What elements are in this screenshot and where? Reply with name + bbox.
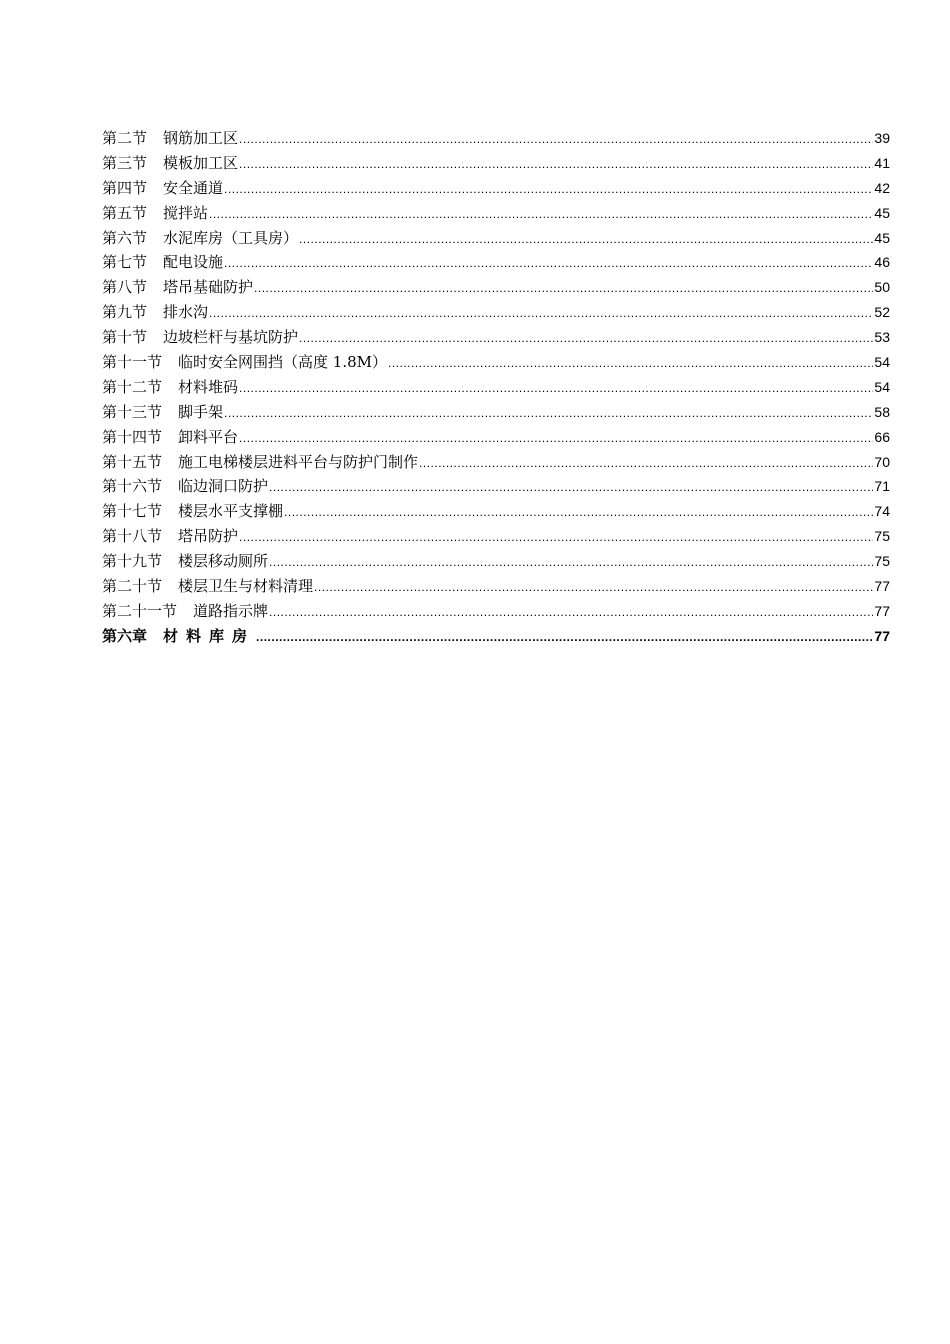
dot-leader (299, 326, 873, 351)
toc-chapter-number: 第六章 (102, 626, 148, 645)
toc-entry-title: 搅拌站 (163, 203, 209, 222)
toc-chapter-page: 77 (874, 627, 890, 644)
toc-chapter-title: 材料库房 (163, 626, 256, 645)
toc-entry-title: 钢筋加工区 (163, 129, 239, 147)
dot-leader (209, 301, 873, 326)
toc-entry[interactable] (102, 176, 890, 201)
toc-entry[interactable] (102, 574, 890, 599)
toc-entry[interactable] (102, 450, 890, 475)
dot-leader (284, 500, 873, 525)
toc-entry-title: 临边洞口防护 (178, 477, 269, 496)
dot-leader (239, 152, 873, 177)
table-of-contents (102, 126, 890, 649)
toc-entry-title: 楼层卫生与材料清理 (178, 577, 314, 596)
toc-entry[interactable] (102, 275, 890, 300)
toc-entry-number: 第十节 (102, 328, 148, 347)
toc-entry-page: 50 (874, 279, 890, 296)
toc-entry-number: 第十八节 (102, 527, 163, 546)
toc-entry-page: 77 (874, 578, 890, 595)
dot-leader (239, 376, 873, 401)
toc-entry[interactable] (102, 350, 890, 375)
toc-entry-page: 45 (874, 204, 890, 221)
toc-entry-title: 水泥库房（工具房） (163, 228, 299, 247)
toc-entry-page: 53 (874, 329, 890, 346)
toc-entry-page: 66 (874, 428, 890, 445)
dot-leader (314, 575, 873, 600)
toc-entry-title: 楼层移动厕所 (178, 552, 269, 571)
toc-entry-page: 70 (874, 453, 890, 470)
toc-entry-number: 第十五节 (102, 452, 163, 471)
toc-entry-number: 第五节 (102, 203, 148, 222)
toc-entry-title: 模板加工区 (163, 153, 239, 172)
toc-entry-title: 楼层水平支撑棚 (178, 502, 284, 521)
toc-entry[interactable] (102, 499, 890, 524)
dot-leader (224, 401, 873, 426)
dot-leader (299, 227, 873, 252)
toc-entry-number: 第十二节 (102, 377, 163, 396)
toc-entry-title: 塔吊防护 (178, 527, 239, 546)
toc-entry-page: 75 (874, 553, 890, 570)
toc-entry[interactable] (102, 201, 890, 226)
toc-entry[interactable] (102, 375, 890, 400)
toc-entry-title: 安全通道 (163, 178, 224, 197)
toc-entry-title: 配电设施 (163, 253, 224, 272)
toc-entry-page: 52 (874, 304, 890, 321)
toc-entry-title: 道路指示牌 (193, 601, 269, 620)
toc-entry-number: 第十一节 (102, 353, 163, 372)
toc-entry[interactable] (102, 549, 890, 574)
toc-entry[interactable] (102, 300, 890, 325)
toc-entry-number: 第十九节 (102, 552, 163, 571)
toc-entry-number: 第十四节 (102, 427, 163, 446)
toc-entry[interactable] (102, 599, 890, 624)
dot-leader (269, 475, 873, 500)
toc-entry-page: 39 (874, 130, 890, 146)
toc-entry-title: 塔吊基础防护 (163, 278, 254, 297)
toc-entry[interactable] (102, 151, 890, 176)
dot-leader (269, 550, 873, 575)
toc-entry-title: 卸料平台 (178, 427, 239, 446)
toc-entry-number: 第六节 (102, 228, 148, 247)
toc-entry-title: 排水沟 (163, 303, 209, 322)
toc-entry-number: 第三节 (102, 153, 148, 172)
toc-entry-page: 54 (874, 354, 890, 371)
toc-entry-number: 第九节 (102, 303, 148, 322)
dot-leader (224, 177, 873, 202)
dot-leader (239, 127, 873, 152)
toc-entry-page: 77 (874, 602, 890, 619)
dot-leader (269, 600, 873, 625)
dot-leader (239, 426, 873, 451)
toc-entry-number: 第二十一节 (102, 601, 178, 620)
toc-entry[interactable] (102, 126, 890, 151)
toc-entry-title: 材料堆码 (178, 377, 239, 396)
toc-entry-number: 第二节 (102, 129, 148, 147)
toc-entry-number: 第四节 (102, 178, 148, 197)
toc-entry-page: 54 (874, 378, 890, 395)
toc-entry-number: 第十三节 (102, 402, 163, 421)
toc-entry[interactable] (102, 325, 890, 350)
toc-entry[interactable] (102, 250, 890, 275)
toc-chapter-entry[interactable] (102, 624, 890, 649)
toc-entry-page: 45 (874, 229, 890, 246)
dot-leader (209, 202, 873, 227)
toc-entry-number: 第八节 (102, 278, 148, 297)
toc-entry[interactable] (102, 425, 890, 450)
toc-entry-page: 74 (874, 503, 890, 520)
toc-entry-page: 71 (874, 478, 890, 495)
toc-entry-page: 41 (874, 154, 890, 171)
toc-entry-title: 边坡栏杆与基坑防护 (163, 328, 299, 347)
toc-entry[interactable] (102, 474, 890, 499)
toc-entry-title: 脚手架 (178, 402, 224, 421)
toc-entry-number: 第七节 (102, 253, 148, 272)
dot-leader (254, 276, 873, 301)
dot-leader (419, 451, 873, 476)
dot-leader (239, 525, 873, 550)
dot-leader (224, 251, 873, 276)
toc-entry-title: 施工电梯楼层进料平台与防护门制作 (178, 452, 419, 471)
toc-entry[interactable] (102, 226, 890, 251)
toc-entry-title: 临时安全网围挡（高度 1.8M） (178, 353, 387, 372)
dot-leader (256, 625, 873, 650)
toc-entry-number: 第二十节 (102, 577, 163, 596)
toc-entry[interactable] (102, 400, 890, 425)
dot-leader (388, 351, 873, 376)
toc-entry-number: 第十七节 (102, 502, 163, 521)
toc-entry-number: 第十六节 (102, 477, 163, 496)
toc-entry-page: 58 (874, 403, 890, 420)
toc-entry-page: 42 (874, 179, 890, 196)
toc-entry-page: 46 (874, 254, 890, 271)
toc-entry[interactable] (102, 524, 890, 549)
toc-entry-page: 75 (874, 528, 890, 545)
